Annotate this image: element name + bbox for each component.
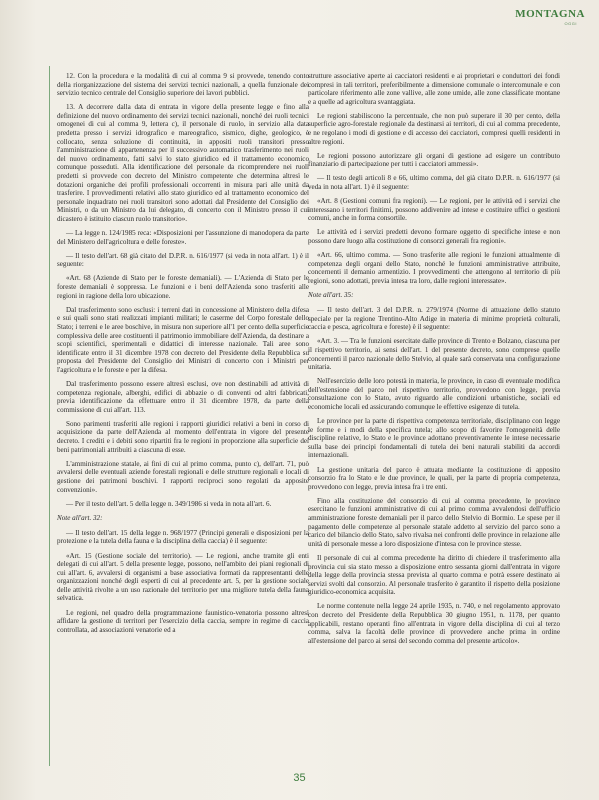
magazine-logo-subtitle: OGGI: [564, 21, 577, 26]
paragraph: Le norme contenute nella legge 24 aprile 1935, n. 740, e nel regolamento approvato con decreto del Presidente della Repubblica 30 giugno 1951, n. 1178, per quanto applicabili, restano operanti fino all'entrata in vigore della disciplina di cui al terzo comma, salva la facoltà delle province di provvedere anche prima in ordine all'estensione del parco ai sensi del secondo comma del presente articolo».: [308, 602, 560, 645]
paragraph: — Il testo dell'art. 15 della legge n. 968/1977 (Principi generali e disposizioni per la protezione e la tutela della fauna e la disciplina della caccia) è il seguente:: [57, 528, 309, 546]
paragraph: Le regioni, nel quadro della programmazione faunistico-venatoria possono altresì affidare la gestione di territori per l'esercizio della caccia, sempre in regime di caccia controllata, ad associazioni venatorie ed a: [57, 608, 309, 634]
paragraph: strutture associative aperte ai cacciatori residenti e ai proprietari e conduttori dei fondi compresi in tali territori, preferibilmente a dimensione comunale o intercomunale e con particolare riferimento alle zone vallive, alle zone umide, alle zone classificate montane e a quelle ad agricoltura svantaggiata.: [308, 72, 560, 106]
paragraph: 13. A decorrere dalla data di entrata in vigore della presente legge e fino alla definizione del nuovo ordinamento dei servizi tecnici nazionali, nonché dei ruoli tecnici omogenei di cui al comma 9, lettera c), il personale di ruolo, in servizio alla data predetta presso i servizi idrografico e mareografico, sismico, dighe, geologico, è collocato, senza soluzione di continuità, in appositi ruoli transitori presso l'amministrazione di appartenenza per il successivo automatico trasferimento nei ruoli del nuovo ordinamento, fatti salvi lo stato giuridico ed il trattamento economico comunque posseduti. Alla identificazione del personale da ricomprendere nei ruoli predetti si provvede con decreto del Ministro competente che determina altresì le dotazioni organiche dei profili professionali occorrenti in misura pari alle unità da trasferire. I provvedimenti relativi allo stato giuridico ed al trattamento economico del personale inquadrato nei ruoli transitori sono adottati dal Presidente del Consiglio dei Ministri, o da un Ministro da lui delegato, di concerto con il Ministro presso il cui dicastero è istituito ciascun ruolo transitorio».: [57, 103, 309, 223]
paragraph: «Art. 66, ultimo comma. — Sono trasferite alle regioni le funzioni attualmente di competenza degli organi dello Stato, nonché le funzioni amministrative attribuite, concernenti il demanio armentizio. I provvedimenti che attengono al territorio di più regioni, sono adottati, previa intesa tra loro, dalle regioni interessate».: [308, 251, 560, 285]
paragraph: «Art. 15 (Gestione sociale del territorio). — Le regioni, anche tramite gli enti delegati di cui all'art. 5 della presente legge, possono, nell'ambito dei piani regionali di cui all'art. 6, avvalersi di organismi a base associativa formati da rappresentanti delle organizzazioni nonché degli esperti di cui al precedente art. 5, per la gestione sociale delle attività rivolte a un uso razionale del territorio per una migliore tutela della fauna selvatica.: [57, 551, 309, 603]
paragraph: Le attività ed i servizi predetti devono formare oggetto di specifiche intese e non possono dare luogo alla costituzione di consorzi generali fra regioni».: [308, 228, 560, 245]
paragraph: «Art. 68 (Aziende di Stato per le foreste demaniali). — L'Azienda di Stato per le foreste demaniali è soppressa. Le funzioni e i beni dell'Azienda sono trasferiti alle regioni in ragione della loro ubicazione.: [57, 274, 309, 300]
right-text-column: [308, 72, 560, 651]
paragraph: Le regioni possono autorizzare gli organi di gestione ad esigere un contributo finanziario di partecipazione per tutti i cacciatori ammessi».: [308, 151, 560, 169]
paragraph: La gestione unitaria del parco è attuata mediante la costituzione di apposito consorzio fra lo Stato e le due province, le quali, per la parte di propria competenza, provvedono con legge, previa intesa fra i tre enti.: [308, 465, 560, 491]
margin-rule: [49, 66, 50, 766]
paragraph: 12. Con la procedura e la modalità di cui al comma 9 si provvede, tenendo conto della riorganizzazione del sistema dei servizi tecnici nazionali, a quella funzionale dei servizio tecnico centrale del Consiglio superiore dei lavori pubblici.: [57, 72, 309, 98]
page-number: 35: [293, 772, 306, 784]
paragraph: Le province per la parte di rispettiva competenza territoriale, disciplinano con legge le forme e i modi della specifica tutela; allo scopo di favorire l'omogeneità delle discipline relative, lo Stato e le province adottano preventivamente le intese necessarie sulla base dei principi fondamentali di tutela dei beni naturali stabiliti da accordi internazionali.: [308, 417, 560, 460]
note-heading: Note all'art. 32:: [57, 514, 103, 523]
note-heading: Note all'art. 35:: [308, 291, 354, 300]
paragraph: Il personale di cui al comma precedente ha diritto di chiedere il trasferimento alla provincia cui sia stato messo a disposizione entro sessanta giorni dall'entrata in vigore della legge della provincia stessa prevista al quarto comma e potrà essere destinato ai servizi svolti dal consorzio. Al personale trasferito è garantito il rispetto della posizione giuridico-economica acquisita.: [308, 553, 560, 597]
paragraph: Nell'esercizio delle loro potestà in materia, le province, in caso di eventuale modifica dell'estensione del parco nel rispettivo territorio, provvedono con legge, previa consultazione con lo Stato, avuto riguardo alle condizioni urbanistiche, sociali ed economiche locali ed assicurando comunque le effettive esigenze di tutela.: [308, 377, 560, 411]
left-text-column: [57, 72, 309, 640]
paragraph: «Art. 8 (Gestioni comuni fra regioni). — Le regioni, per le attività ed i servizi che interessano i territori finitimi, possono addivenire ad intese e costituire uffici o gestioni comuni, anche in forma consortile.: [308, 197, 560, 223]
paragraph: L'amministrazione statale, ai fini di cui al primo comma, punto c), dell'art. 71, può avvalersi delle eventuali aziende forestali regionali e delle strutture regionali e locali di gestione dei patrimoni boschivi. I rapporti reciproci sono regolati da apposite convenzioni».: [57, 459, 309, 494]
paragraph: «Art. 3. — Tra le funzioni esercitate dalle province di Trento e Bolzano, ciascuna per il rispettivo territorio, ai sensi dell'art. 1 del presente decreto, sono comprese quelle concernenti il parco nazionale dello Stelvio, al quale sarà conservata una configurazione unitaria.: [308, 337, 560, 372]
paragraph: — Il testo degli articoli 8 e 66, ultimo comma, del già citato D.P.R. n. 616/1977 (si veda in nota all'art. 1) è il seguente:: [308, 174, 560, 192]
paragraph: Dal trasferimento possono essere altresì esclusi, ove non destinabili ad attività di competenza regionale, alberghi, edifici di abbazie o di conventi od altri fabbricati, previa identificazione da effettuare entro il 31 dicembre 1978, da parte della commissione di cui all'art. 113.: [57, 380, 309, 414]
paragraph: — Per il testo dell'art. 5 della legge n. 349/1986 si veda in nota all'art. 6.: [66, 499, 272, 508]
paragraph: Sono parimenti trasferiti alle regioni i rapporti giuridici relativi a beni in corso di acquisizione da parte dell'Azienda al momento dell'entrata in vigore del presente decreto. I crediti e i debiti sono ripartiti fra le regioni in proporzione alla superficie dei beni patrimoniali attribuiti a ciascuna di esse.: [57, 419, 309, 454]
paragraph: Dal trasferimento sono esclusi: i terreni dati in concessione al Ministero della difesa e sui quali sono stati realizzati impianti militari; le caserme del Corpo forestale dello Stato; i terreni e le aree boschive, in misura non superiore all'1 per cento della superficie complessiva delle aree costituenti il patrimonio immobiliare dell'Azienda, da destinare a scopi scientifici, sperimentali e didattici di interesse nazionale. Tali aree sono identificate entro il 31 dicembre 1978 con decreto del Presidente della Repubblica su proposta del Presidente del Consiglio dei Ministri di concerto con i Ministri per l'agricoltura e le foreste e per la difesa.: [57, 305, 309, 374]
paragraph: Le regioni stabiliscono la percentuale, che non può superare il 30 per cento, della superficie agro-forestale regionale da destinarsi ai territori, di cui al comma precedente, e ne regolano i modi di gestione e di accesso dei cacciatori, compresi quelli residenti in altre regioni.: [308, 111, 560, 146]
paragraph: — La legge n. 124/1985 reca: «Disposizioni per l'assunzione di manodopera da parte del Ministero dell'agricoltura e delle foreste».: [57, 229, 309, 246]
paragraph: — Il testo dell'art. 3 del D.P.R. n. 279/1974 (Norme di attuazione dello statuto speciale per la regione Trentino-Alto Adige in materia di minime proprietà colturali, caccia e pesca, agricoltura e foreste) è il seguente:: [308, 306, 560, 332]
magazine-logo: MONTAGNA: [515, 8, 585, 20]
paragraph: — Il testo dell'art. 68 già citato del D.P.R. n. 616/1977 (si veda in nota all'art. 1) è il seguente:: [57, 251, 309, 269]
paragraph: Fino alla costituzione del consorzio di cui al comma precedente, le province esercitano le funzioni amministrative di cui al primo comma avvalendosi dell'ufficio amministrazione foreste demaniali per il parco dello Stelvio di Bormio. Le spese per il pagamento delle competenze al personale statale addetto al servizio del parco sono a carico del bilancio dello Stato, salvo rivalsa nei confronti delle province in relazione alle unità di personale messe a loro disposizione d'intesa con le province stesse.: [308, 496, 560, 548]
